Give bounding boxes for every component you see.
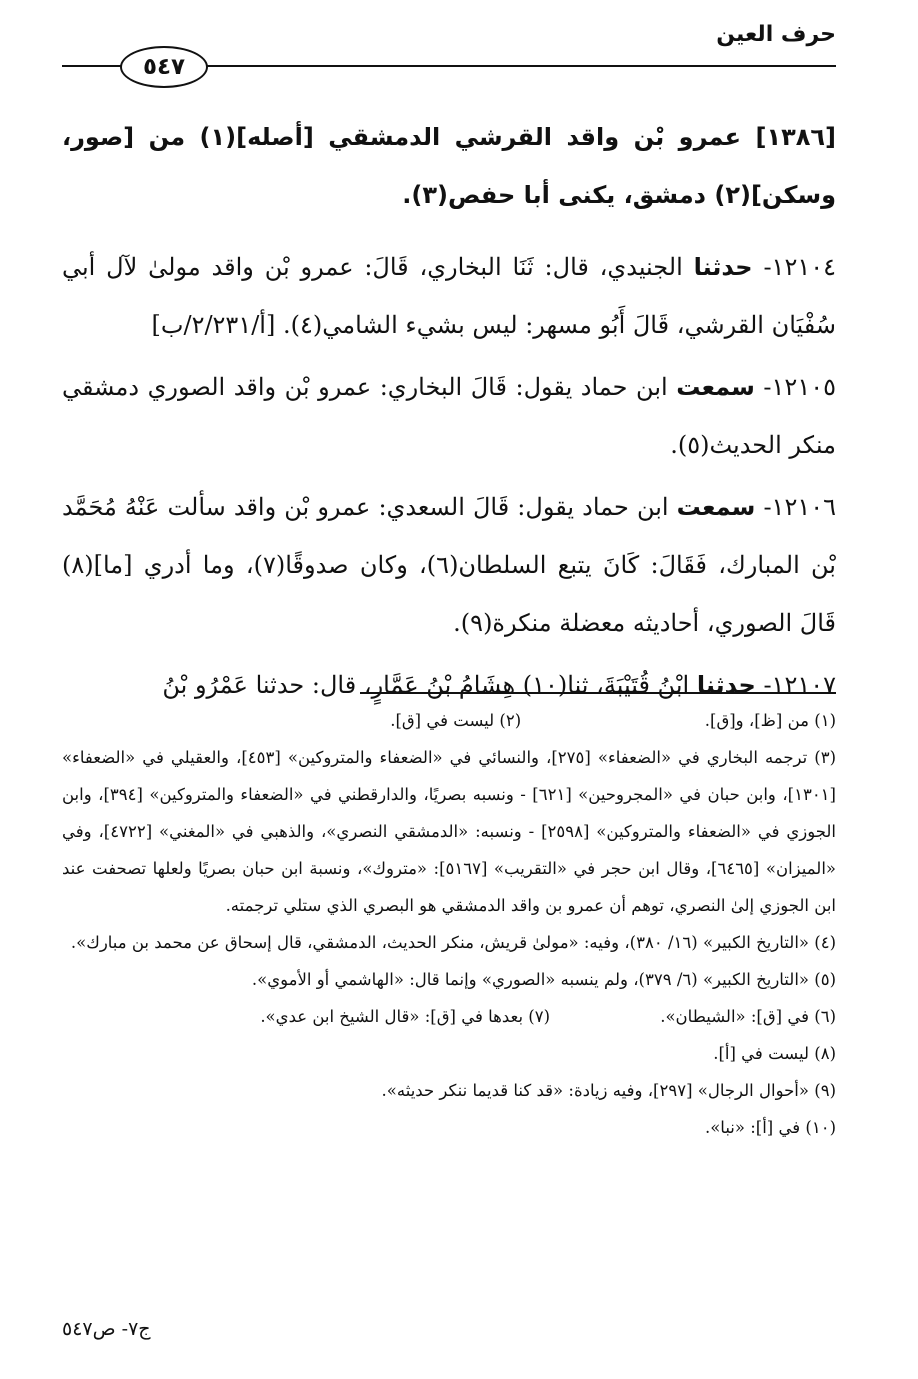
entry-keyword: حدثنا [693, 253, 753, 281]
hadith-entry [62, 478, 836, 652]
entry-keyword: سمعت [676, 493, 756, 521]
entry-number: ١٢١٠٧- [763, 671, 836, 699]
page-footer: ج٧- ص٥٤٧ [62, 1318, 151, 1340]
entry-text: ابن حماد يقول: قَالَ السعدي: عمرو بْن واقد سألت عَنْهُ مُحَمَّد بْن المبارك، فَقَالَ: كَانَ يتبع السلطان(٦)، وكان صدوقًا(٧)، وما أدري [ما](٨) قَالَ الصوري، أحاديثه معضلة منكرة(٩). [62, 493, 836, 637]
footnote: (٣) ترجمه البخاري في «الضعفاء» [٢٧٥]، والنسائي في «الضعفاء والمتروكين» [٤٥٣]، والعقيلي في «الضعفاء» [١٣٠١]، وابن حبان في «المجروحين» [٦٢١] - ونسبه بصريًا، والدارقطني في «الضعفاء والمتروكين» [٣٩٤]، وابن الجوزي في «الضعفاء والمتروكين» [٢٥٩٨] - ونسبه: «الدمشقي النصري»، والذهبي في «المغني» [٤٧٢٢]، وفي «الميزان» [٦٤٦٥]، وقال ابن حجر في «التقريب» [٥١٦٧]: «متروك»، ونسبة ابن حبان بصريًا ولعلها تصحفت عند ابن الجوزي إلىٰ النصري، توهم أن عمرو بن واقد الدمشقي هو البصري الذي ستلي ترجمته. [62, 748, 837, 915]
entry-keyword: سمعت [676, 373, 755, 401]
entry-text: ابن حماد يقول: قَالَ البخاري: عمرو بْن واقد الصوري دمشقي منكر الحديث(٥). [62, 373, 836, 459]
entry-number: ١٢١٠٦- [763, 493, 836, 521]
entry-text: ابْنُ قُتَيْبَةَ، ثنا(١٠) هِشَامُ بْنُ عَمَّارٍ، قال: حدثنا عَمْرُو بْنُ [162, 671, 697, 699]
footnote-separator [360, 692, 836, 694]
running-header-title: حرف العين [716, 22, 836, 47]
entry-number: ١٢١٠٤- [763, 253, 836, 281]
entry-heading: [١٣٨٦] عمرو بْن واقد القرشي الدمشقي [أصله](١) من [صور، وسكن](٢) دمشق، يكنى أبا حفص(٣). [62, 123, 837, 209]
footnote: (٤) «التاريخ الكبير» (١٦/ ٣٨٠)، وفيه: «مولىٰ قريش، منكر الحديث، الدمشقي، قال إسحاق عن محمد بن مبارك». [70, 933, 836, 952]
footnote: (٨) ليست في [أ]. [713, 1044, 836, 1063]
page-number-badge: ٥٤٧ [120, 46, 208, 88]
footnote: (٩) «أحوال الرجال» [٢٩٧]، وفيه زيادة: «قد كنا قديما ننكر حديثه». [381, 1081, 836, 1100]
hadith-entry [62, 238, 836, 354]
main-text [62, 108, 836, 718]
footnote: (٦) في [ق]: «الشيطان». (٧) بعدها في [ق]: «قال الشيخ ابن عدي». [260, 1007, 836, 1026]
footnote: (٥) «التاريخ الكبير» (٦/ ٣٧٩)، ولم ينسبه «الصوري» وإنما قال: «الهاشمي أو الأموي». [251, 970, 836, 989]
entry-keyword: حدثنا [696, 671, 756, 699]
footnotes [62, 702, 836, 1146]
entry-text: الجنيدي، قال: ثَنَا البخاري، قَالَ: عمرو بْن واقد مولىٰ لآل أبي سُفْيَان القرشي، قَالَ أَبُو مسهر: ليس بشيء الشامي(٤). [أ/٢/٢٣١/ب] [62, 253, 836, 339]
hadith-entry [62, 358, 836, 474]
entry-number: ١٢١٠٥- [763, 373, 836, 401]
footnote: (١) من [ظ]، و[ق]. (٢) ليست في [ق]. [390, 711, 836, 730]
footnote: (١٠) في [أ]: «نبا». [704, 1118, 836, 1137]
